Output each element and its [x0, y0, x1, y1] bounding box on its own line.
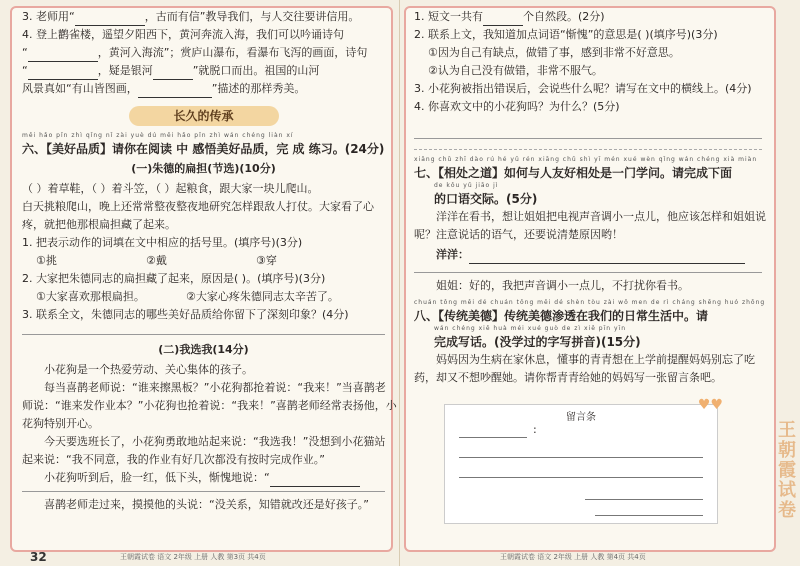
- q4-blank-2[interactable]: [28, 67, 98, 80]
- s6-q2-options: [22, 288, 385, 306]
- s6-heading: 六、【美好品质】请你在阅读 中 感悟美好品质，完 成 练习。(24分): [22, 142, 385, 156]
- q4-text-2b: ，黄河入海流”；赏庐山瀑布，看瀑布飞泻的画面，诗句: [97, 46, 368, 59]
- note-title: 留言条: [566, 412, 596, 423]
- q4-quote-open-2: “: [22, 64, 28, 77]
- story-line-6: 起来说：“我不同意，我的作业有好几次都没有按时完成作业。”: [22, 453, 325, 466]
- q4-blank-3[interactable]: [153, 67, 193, 80]
- section-divider: [414, 149, 762, 150]
- q4-blank-1[interactable]: [28, 49, 98, 62]
- story-answer-line[interactable]: [22, 491, 385, 492]
- left-content: [22, 8, 397, 514]
- q3-line: [22, 8, 385, 26]
- left-footer: [0, 548, 399, 566]
- note-colon: :: [533, 423, 537, 436]
- r-q3: 3. 小花狗被指出错误后，会说些什么呢？请写在文中的横线上。(4分): [414, 82, 752, 95]
- story-line-5: 今天要选班长了，小花狗勇敢地站起来说：“我选我！”没想到小花猫站: [44, 435, 386, 448]
- story-line-7: [22, 469, 385, 487]
- r-q2-opt-b: ②认为自己没有做错，非常不服气。: [428, 64, 603, 77]
- s7-answer-blank[interactable]: [469, 251, 745, 264]
- option-3: ③穿: [256, 254, 277, 267]
- s7-pinyin: xiāng chǔ zhī dào rú hé yǔ rén xiāng chǔ shì yī mén xué wèn qǐng wán chéng xià miàn: [414, 156, 758, 163]
- s6-q1: 1. 把表示动作的词填在文中相应的括号里。(填序号)(3分): [22, 236, 303, 249]
- s7-reply: 姐姐：好的，我把声音调小一点儿，不打扰你看书。: [436, 279, 689, 292]
- right-content: [414, 8, 766, 387]
- s7-pinyin-2: de kǒu yǔ jiāo jì: [434, 182, 499, 189]
- s6-part2-title: (二)我选我(14分): [158, 343, 249, 356]
- right-page: [400, 0, 800, 566]
- note-line-1[interactable]: [459, 457, 703, 458]
- story-line-3: 师说：“谁来发作业本？”小花狗也抢着说：“我来！”喜鹊老师经常表扬他，小: [22, 399, 397, 412]
- s7-answer-line-2[interactable]: [414, 272, 762, 273]
- r-q4-answer-line[interactable]: [414, 138, 762, 139]
- s6-q3: 3. 联系全文，朱德同志的哪些美好品质给你留下了深刻印象？(4分): [22, 308, 349, 321]
- s6-para3: 疼，就把他那根扁担藏了起来。: [22, 218, 176, 231]
- s7-heading-2: 的口语交际。(5分): [434, 192, 538, 206]
- s6-para1: （ ）着草鞋，（ ）着斗笠，（ ）起粮食，跟大家一块儿爬山。: [22, 182, 319, 195]
- q4-line4: [22, 80, 385, 98]
- q4-blank-4[interactable]: [138, 85, 212, 98]
- note-date-line[interactable]: [595, 515, 703, 516]
- s8-heading-2: 完成写话。(没学过的字写拼音)(15分): [434, 335, 641, 349]
- r-q1-text: 1. 短文一共有: [414, 10, 483, 23]
- note-salutation-line[interactable]: [459, 437, 527, 438]
- s6-para2: 白天挑粮爬山，晚上还常常整夜整夜地研究怎样跟敌人打仗。大家看了心: [22, 200, 374, 213]
- q2-option-a: ①大家喜欢那根扁担。: [36, 290, 145, 303]
- story-line-1: 小花狗是一个热爱劳动、关心集体的孩子。: [44, 363, 253, 376]
- s6-q2: 2. 大家把朱德同志的扁担藏了起来，原因是( )。(填序号)(3分): [22, 272, 326, 285]
- q4-text-4b: ”描述的那样秀美。: [211, 82, 306, 95]
- brand-logo: 王朝霞试卷: [775, 420, 796, 520]
- note-line-2[interactable]: [459, 477, 703, 478]
- s7-para1: 洋洋在看书，想让姐姐把电视声音调小一点儿，他应该怎样和姐姐说: [436, 210, 766, 223]
- q4-quote-open: “: [22, 46, 28, 59]
- s7-para2: 呢？注意说话的语气，还要说清楚原因哟！: [414, 228, 623, 241]
- q4-text-3b: ，疑是银河: [97, 64, 153, 77]
- q3-text-b: ，古而有信”教导我们，与人交往要讲信用。: [144, 10, 360, 23]
- message-note-card: [444, 397, 723, 524]
- answer-line[interactable]: [22, 334, 385, 335]
- q4-line2: [22, 44, 385, 62]
- footer-text-right: 王朝霞试卷 语文 2年级 上册 人教 第4页 共4页: [500, 553, 646, 561]
- q4-line3: [22, 62, 385, 80]
- r-q1: [414, 8, 762, 26]
- s7-speaker-label: 洋洋：: [436, 248, 469, 261]
- r-q2-opt-a: ①因为自己有缺点，做错了事，感到非常不好意思。: [428, 46, 680, 59]
- q3-blank[interactable]: [75, 13, 145, 26]
- s8-pinyin: chuán tǒng měi dé chuán tǒng měi dé shèn tòu zài wǒ men de rì cháng shēng huó zhōng: [414, 299, 766, 306]
- story-line-2: 每当喜鹊老师说：“谁来擦黑板？”小花狗都抢着说：“我来！”当喜鹊老: [44, 381, 386, 394]
- q4-line1: 4. 登上鹳雀楼，遥望夕阳西下，黄河奔流入海，我们可以吟诵诗句: [22, 28, 344, 41]
- option-2: ②戴: [146, 254, 167, 267]
- note-signature-line[interactable]: [585, 499, 703, 500]
- s7-heading: 七、【相处之道】如何与人友好相处是一门学问。请完成下面: [414, 166, 733, 180]
- page-number: 32: [30, 550, 47, 564]
- story-line-7-text: 小花狗听到后，脸一红，低下头，惭愧地说：“: [44, 471, 270, 484]
- q2-option-b: ②大家心疼朱德同志太辛苦了。: [186, 290, 339, 303]
- s7-answer: [414, 246, 762, 264]
- heart-icon: ♥♥: [697, 397, 723, 413]
- q4-text-3c: ”就脱口而出。祖国的山河: [192, 64, 320, 77]
- s6-pinyin: měi hǎo pǐn zhì qǐng nǐ zài yuè dú měi hǎo pǐn zhì wán chéng liàn xí: [22, 132, 294, 139]
- s6-q1-options: [22, 252, 385, 270]
- story-line-8: 喜鹊老师走过来，摸摸他的头说：“没关系，知错就改还是好孩子。”: [44, 498, 369, 511]
- r-q4: 4. 你喜欢文中的小花狗吗？为什么？(5分): [414, 100, 620, 113]
- q4-text-4a: 风景真如“有山皆图画，: [22, 82, 138, 95]
- s6-part1-title: (一)朱德的扁担(节选)(10分): [131, 162, 276, 175]
- s8-para2: 药，却又不想吵醒她。请你帮青青给她的妈妈写一张留言条吧。: [414, 371, 722, 384]
- s8-heading: 八、【传统美德】传统美德渗透在我们的日常生活中。请: [414, 309, 709, 323]
- s8-pinyin-2: wán chéng xiě huà méi xué guò de zì xiě pīn yīn: [434, 325, 627, 332]
- r-q2: 2. 联系上文，我知道加点词语“惭愧”的意思是( )(填序号)(3分): [414, 28, 718, 41]
- right-footer: [400, 548, 800, 566]
- story-answer-blank[interactable]: [270, 474, 360, 487]
- r-q1-text-b: 个自然段。(2分): [523, 10, 605, 23]
- section-banner: 长久的传承: [129, 106, 279, 126]
- footer-text: 王朝霞试卷 语文 2年级 上册 人教 第3页 共4页: [120, 553, 266, 561]
- option-1: ①挑: [36, 254, 57, 267]
- story-line-4: 花狗特别开心。: [22, 417, 99, 430]
- q3-text-a: 3. 老师用“: [22, 10, 75, 23]
- s8-para1: 妈妈因为生病在家休息，懂事的青青想在上学前提醒妈妈别忘了吃: [436, 353, 755, 366]
- r-q1-blank[interactable]: [483, 13, 523, 26]
